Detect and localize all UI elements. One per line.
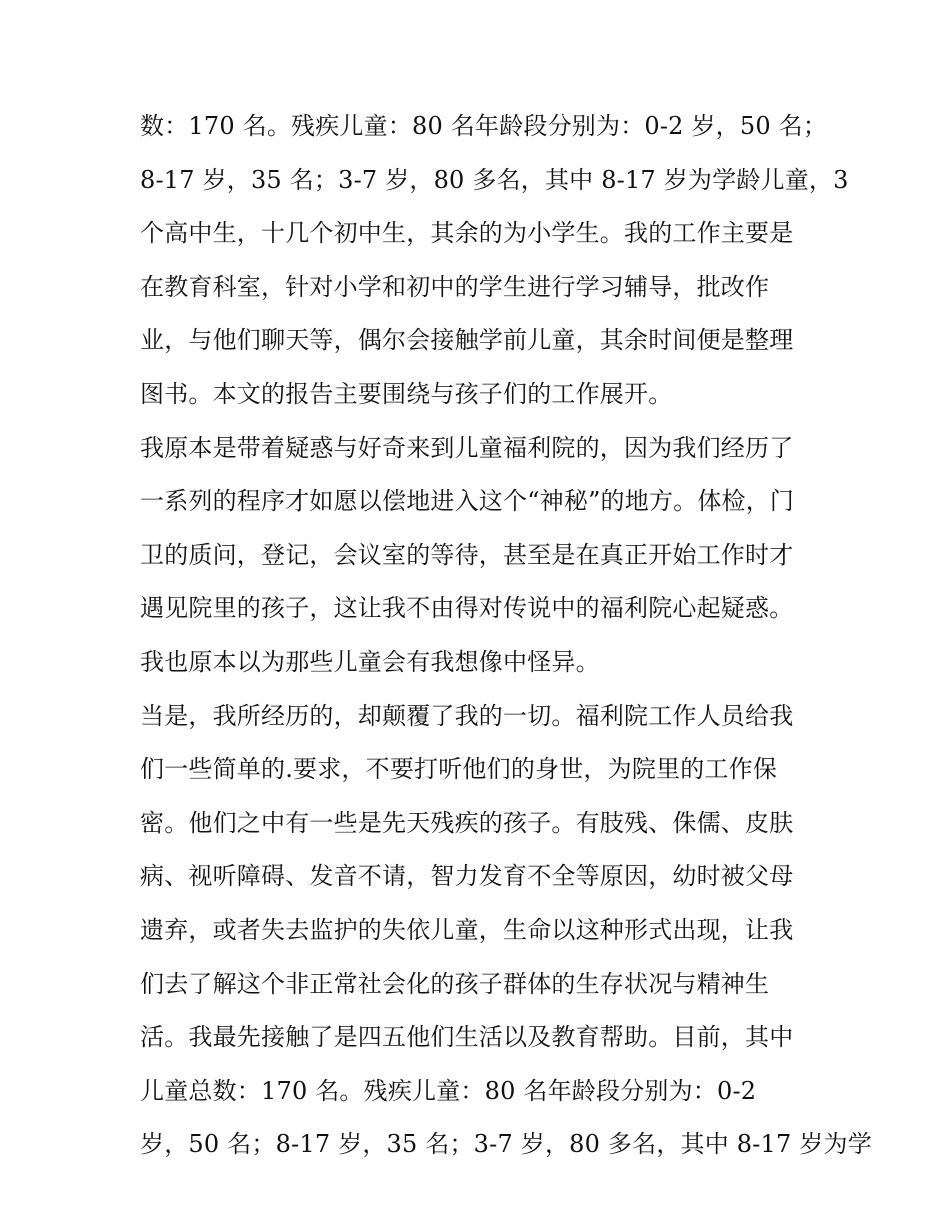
text-line: 病、视听障碍、发音不请，智力发育不全等原因，幼时被父母 [140, 862, 794, 891]
body-text [140, 100, 872, 1172]
text-line: 业，与他们聊天等，偶尔会接触学前儿童，其余时间便是整理 [140, 326, 794, 355]
text-line: 遇见院里的孩子，这让我不由得对传说中的福利院心起疑惑。 [140, 594, 794, 623]
text-line: 儿童总数：170 名。残疾儿童：80 名年龄段分别为：0-2 [140, 1076, 757, 1105]
text-line: 我原本是带着疑惑与好奇来到儿童福利院的，因为我们经历了 [140, 433, 794, 462]
text-line: 遗弃，或者失去监护的失依儿童，生命以这种形式出现，让我 [140, 915, 794, 944]
text-line: 活。我最先接触了是四五他们生活以及教育帮助。目前，其中 [140, 1023, 794, 1052]
text-line: 密。他们之中有一些是先天残疾的孩子。有肢残、侏儒、皮肤 [140, 808, 794, 837]
text-line: 我也原本以为那些儿童会有我想像中怪异。 [140, 647, 600, 676]
text-line: 个高中生，十几个初中生，其余的为小学生。我的工作主要是 [140, 219, 794, 248]
text-line: 们去了解这个非正常社会化的孩子群体的生存状况与精神生 [140, 969, 770, 998]
text-line: 卫的质问，登记，会议室的等待，甚至是在真正开始工作时才 [140, 540, 794, 569]
text-line: 在教育科室，针对小学和初中的学生进行学习辅导，批改作 [140, 272, 770, 301]
text-line: 数：170 名。残疾儿童：80 名年龄段分别为：0-2 岁，50 名； [140, 112, 828, 140]
text-line: 一系列的程序才如愿以偿地进入这个“神秘”的地方。体检，门 [140, 487, 795, 516]
text-line: 当是，我所经历的，却颠覆了我的一切。福利院工作人员给我 [140, 701, 794, 730]
text-line: 8-17 岁，35 名；3-7 岁，80 多名，其中 8-17 岁为学龄儿童，3 [140, 165, 849, 194]
text-line: 岁，50 名；8-17 岁，35 名；3-7 岁，80 多名，其中 8-17 岁为学 [140, 1130, 872, 1159]
text-line: 图书。本文的报告主要围绕与孩子们的工作展开。 [140, 379, 673, 408]
text-line: 们一些简单的.要求，不要打听他们的身世，为院里的工作保 [140, 755, 778, 784]
